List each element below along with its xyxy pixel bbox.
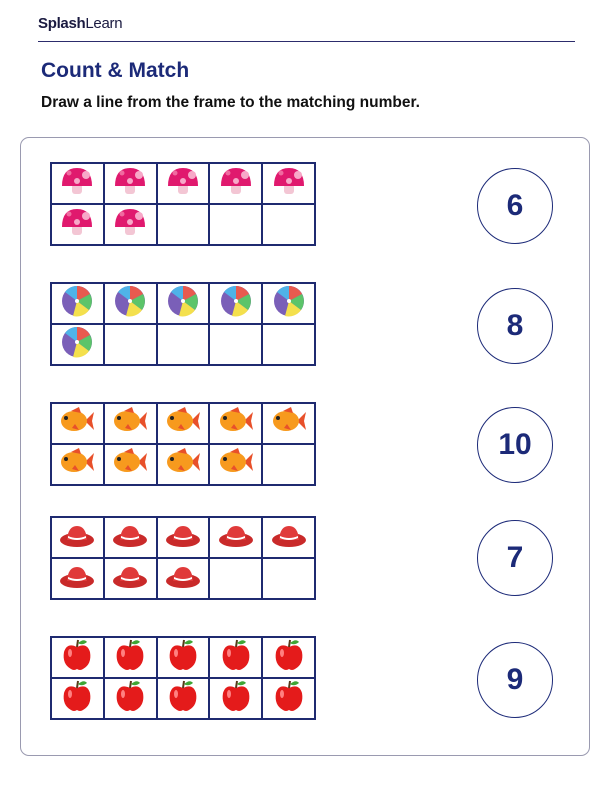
frame-cell <box>157 637 210 678</box>
number-label: 7 <box>506 541 524 574</box>
frame-cell <box>104 204 157 245</box>
frame-cell <box>51 204 104 245</box>
frame-cell <box>209 637 262 678</box>
goldfish-icon <box>218 445 254 484</box>
hat-icon <box>112 518 148 557</box>
frame-cell <box>104 163 157 204</box>
apple-icon <box>218 638 254 677</box>
apple-icon <box>218 679 254 718</box>
frame-cell <box>262 324 315 365</box>
hat-icon <box>112 559 148 598</box>
beach-ball-icon <box>59 325 95 364</box>
frame-cell <box>262 637 315 678</box>
frame-cell <box>157 204 210 245</box>
header-divider <box>38 41 575 42</box>
frame-cell <box>157 324 210 365</box>
apple-icon <box>271 679 307 718</box>
frame-cell <box>262 558 315 599</box>
frame-cell <box>157 678 210 719</box>
frame-cell <box>209 324 262 365</box>
goldfish-icon <box>59 445 95 484</box>
number-label: 6 <box>506 189 524 222</box>
ten-frame-beach-ball[interactable] <box>50 282 316 366</box>
brand-bold: Splash <box>38 15 86 32</box>
mushroom-icon <box>218 164 254 203</box>
frame-cell <box>209 403 262 444</box>
hat-icon <box>165 559 201 598</box>
frame-cell <box>209 558 262 599</box>
goldfish-icon <box>165 404 201 443</box>
mushroom-icon <box>59 164 95 203</box>
number-circle[interactable] <box>477 288 553 364</box>
frame-cell <box>209 517 262 558</box>
beach-ball-icon <box>218 284 254 323</box>
mushroom-icon <box>112 164 148 203</box>
frame-cell <box>262 517 315 558</box>
ten-frame-goldfish[interactable] <box>50 402 316 486</box>
frame-cell <box>51 283 104 324</box>
frame-cell <box>262 403 315 444</box>
frame-cell <box>104 324 157 365</box>
frame-cell <box>51 517 104 558</box>
ten-frame-mushroom[interactable] <box>50 162 316 246</box>
goldfish-icon <box>112 404 148 443</box>
apple-icon <box>112 679 148 718</box>
page-title: Count & Match <box>41 59 190 82</box>
frame-cell <box>262 283 315 324</box>
apple-icon <box>165 638 201 677</box>
apple-icon <box>59 638 95 677</box>
goldfish-icon <box>59 404 95 443</box>
apple-icon <box>112 638 148 677</box>
mushroom-icon <box>59 205 95 244</box>
frame-cell <box>157 403 210 444</box>
goldfish-icon <box>218 404 254 443</box>
beach-ball-icon <box>165 284 201 323</box>
number-circle[interactable] <box>477 520 553 596</box>
hat-icon <box>271 518 307 557</box>
frame-cell <box>262 444 315 485</box>
frame-cell <box>262 204 315 245</box>
frame-cell <box>157 283 210 324</box>
goldfish-icon <box>165 445 201 484</box>
hat-icon <box>165 518 201 557</box>
hat-icon <box>59 559 95 598</box>
frame-cell <box>51 163 104 204</box>
frame-cell <box>51 558 104 599</box>
goldfish-icon <box>112 445 148 484</box>
frame-cell <box>157 163 210 204</box>
hat-icon <box>59 518 95 557</box>
ten-frame-apple[interactable] <box>50 636 316 720</box>
goldfish-icon <box>271 404 307 443</box>
frame-cell <box>209 444 262 485</box>
frame-cell <box>51 637 104 678</box>
number-circle[interactable] <box>477 642 553 718</box>
mushroom-icon <box>165 164 201 203</box>
hat-icon <box>218 518 254 557</box>
beach-ball-icon <box>112 284 148 323</box>
frame-cell <box>104 558 157 599</box>
frame-cell <box>51 324 104 365</box>
frame-cell <box>104 678 157 719</box>
frame-cell <box>104 517 157 558</box>
frame-cell <box>262 163 315 204</box>
number-circle[interactable] <box>477 168 553 244</box>
number-label: 9 <box>506 663 524 696</box>
brand-regular: Learn <box>85 15 123 32</box>
frame-cell <box>209 678 262 719</box>
frame-cell <box>209 283 262 324</box>
frame-cell <box>157 444 210 485</box>
mushroom-icon <box>112 205 148 244</box>
beach-ball-icon <box>271 284 307 323</box>
ten-frame-hat[interactable] <box>50 516 316 600</box>
frame-cell <box>104 283 157 324</box>
frame-cell <box>51 444 104 485</box>
brand-logo <box>38 15 122 32</box>
frame-cell <box>51 678 104 719</box>
apple-icon <box>271 638 307 677</box>
frame-cell <box>104 444 157 485</box>
instruction-text: Draw a line from the frame to the matching number. <box>41 94 420 111</box>
number-label: 8 <box>506 309 524 342</box>
number-circle[interactable] <box>477 407 553 483</box>
frame-cell <box>51 403 104 444</box>
frame-cell <box>209 204 262 245</box>
frame-cell <box>157 558 210 599</box>
apple-icon <box>165 679 201 718</box>
frame-cell <box>157 517 210 558</box>
frame-cell <box>104 403 157 444</box>
beach-ball-icon <box>59 284 95 323</box>
apple-icon <box>59 679 95 718</box>
frame-cell <box>209 163 262 204</box>
number-label: 10 <box>498 428 532 461</box>
frame-cell <box>262 678 315 719</box>
mushroom-icon <box>271 164 307 203</box>
frame-cell <box>104 637 157 678</box>
